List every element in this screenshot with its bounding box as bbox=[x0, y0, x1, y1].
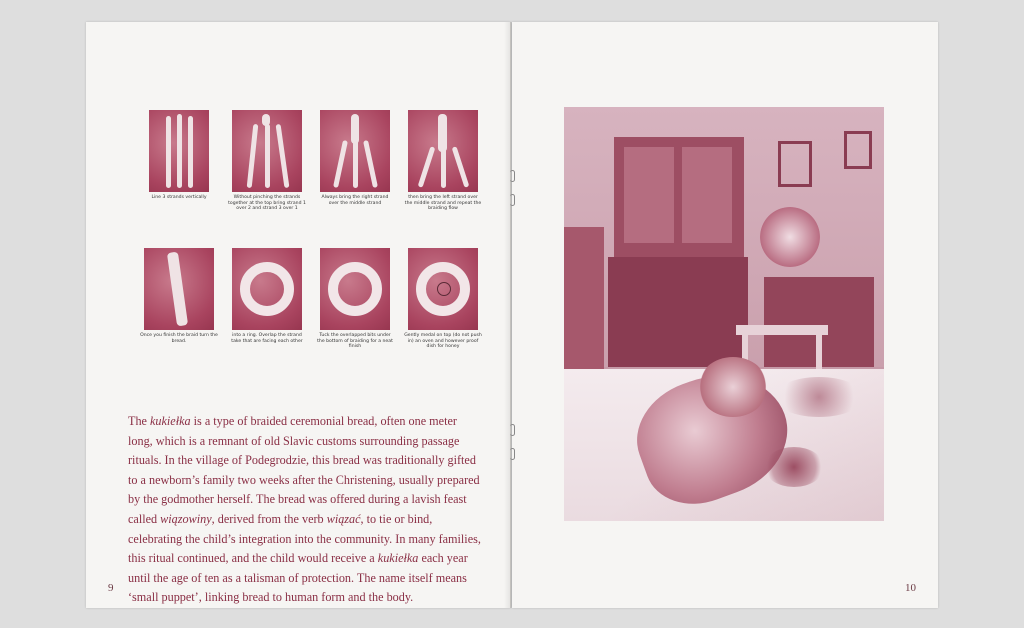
step-2 bbox=[226, 110, 308, 212]
step-6-photo bbox=[232, 248, 302, 330]
step-4 bbox=[402, 110, 484, 212]
right-page bbox=[512, 22, 938, 608]
step-1 bbox=[138, 110, 220, 201]
step-1-caption: Line 3 strands vertically bbox=[151, 195, 207, 200]
page-number-left: 9 bbox=[108, 582, 114, 594]
step-4-caption: then bring the left strand over the middle strand and repeat the braiding flow bbox=[404, 195, 482, 212]
term-wiazac: wiązać bbox=[326, 511, 361, 526]
step-5 bbox=[138, 248, 220, 344]
page-number-right: 10 bbox=[905, 582, 916, 594]
step-6-caption: into a ring. Overlap the strand take that are facing each other bbox=[231, 333, 303, 344]
step-4-photo bbox=[408, 110, 478, 192]
step-8-caption: Gently medal on top (do not push in) an oven and however proof dish for honey bbox=[404, 333, 482, 350]
step-7-caption: Tuck the overlapped bits under the bottom of braiding for a neat finish bbox=[317, 333, 393, 350]
step-3 bbox=[314, 110, 396, 206]
step-2-caption: Without pinching the strands together at the top bring strand 1 over 2 and strand 3 over 1 bbox=[228, 195, 306, 212]
step-5-photo bbox=[144, 248, 214, 330]
step-2-photo bbox=[232, 110, 302, 192]
left-page bbox=[86, 22, 511, 608]
step-6 bbox=[226, 248, 308, 344]
kukielka-description: The kukiełka is a type of braided ceremonial bread, often one meter long, which is a remnant of old Slavic customs surrounding passage rituals. In the village of Podegrodzie, this bread was traditionally gifted to a newborn’s family two weeks after the Christening, usually prepared by the godmother herself. The bread was offered during a lavish feast called wiązowiny, derived from the verb wiązać, to tie or bind, celebrating the child’s integration into the community. In many families, this ritual continued, and the child would receive a kukiełka each year until the age of ten as a talisman of protection. The name itself means ‘small puppet’, linking bread to human form and the body. bbox=[128, 414, 481, 605]
step-8 bbox=[402, 248, 484, 350]
step-8-photo bbox=[408, 248, 478, 330]
term-kukielka: kukiełka bbox=[150, 414, 191, 428]
step-5-caption: Once you finish the braid turn the bread. bbox=[140, 333, 218, 344]
booklet-spread bbox=[86, 22, 938, 608]
step-3-caption: Always bring the right strand over the middle strand bbox=[321, 195, 389, 206]
step-1-photo bbox=[149, 110, 209, 192]
term-kukielka-2: kukiełka bbox=[377, 551, 419, 566]
term-wiazowiny: wiązowiny bbox=[160, 511, 212, 526]
step-7-photo bbox=[320, 248, 390, 330]
step-3-photo bbox=[320, 110, 390, 192]
step-7 bbox=[314, 248, 396, 350]
braided-bread-photo bbox=[564, 107, 884, 521]
